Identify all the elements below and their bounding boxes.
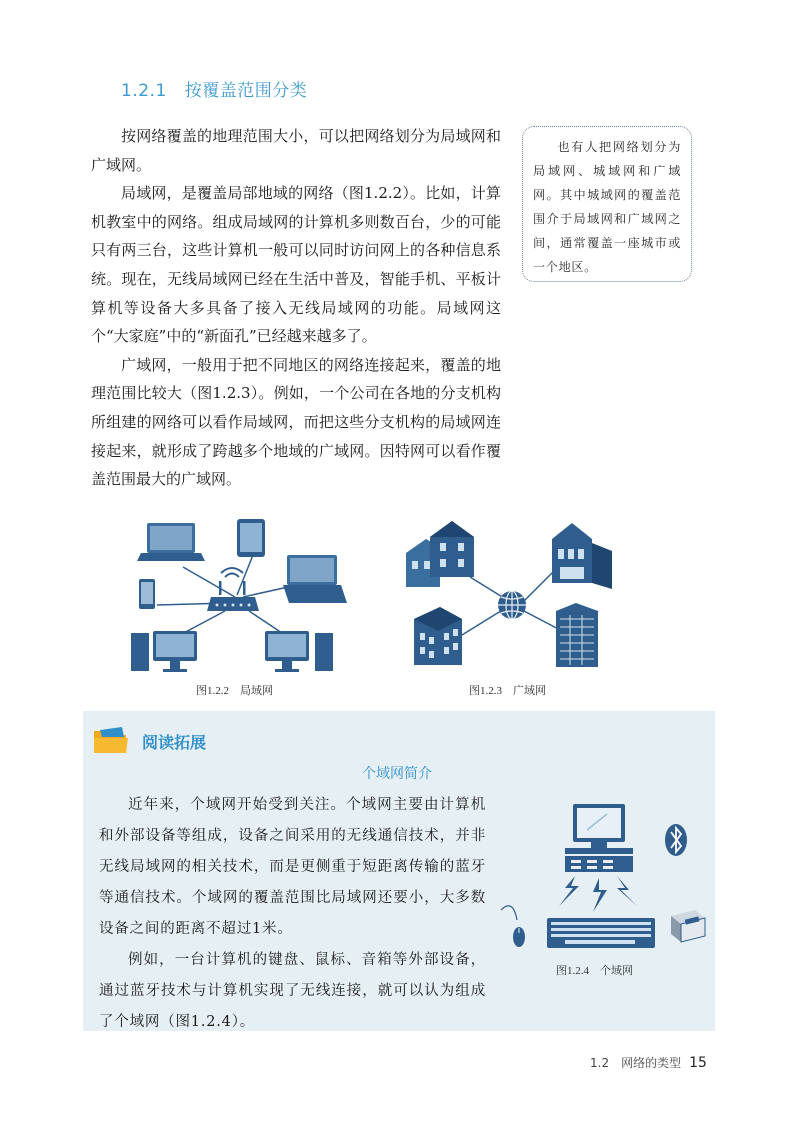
desktop-computer-icon xyxy=(131,631,197,672)
globe-icon xyxy=(498,591,526,619)
skyscraper-icon xyxy=(556,603,598,667)
keyboard-icon xyxy=(547,918,655,948)
phone-icon xyxy=(139,579,155,609)
wan-figure xyxy=(400,515,620,680)
reading-text xyxy=(99,790,486,1038)
monitor-icon xyxy=(565,804,633,854)
lan-caption: 图1.2.2 局域网 xyxy=(196,685,273,697)
body-text xyxy=(91,122,501,494)
side-note-text: 也有人把网络划分为局域网、城域网和广域网。其中城域网的覆盖范围介于局域网和广域网之间，通常覆盖一座城市或一个地区。 xyxy=(533,140,681,274)
office-building-icon xyxy=(552,523,612,589)
lan-figure xyxy=(125,515,365,680)
paragraph: 近年来，个域网开始受到关注。个域网主要由计算机和外部设备等组成，设备之间采用的无线通信技术，并非无线局域网的相关技术，而是更侧重于短距离传输的蓝牙等通信技术。个域网的覆盖范围比局域网还要小，大多数设备之间的距离不超过1米。 xyxy=(99,797,486,937)
reading-heading-label: 阅读拓展 xyxy=(142,732,207,752)
desktop-computer-icon xyxy=(265,631,333,672)
printer-icon xyxy=(671,910,705,942)
reading-subtitle: 个域网简介 xyxy=(362,766,432,782)
footer-section: 1.2 网络的类型 xyxy=(590,1056,682,1070)
wireless-signal-icon xyxy=(559,876,637,912)
paragraph: 局域网，是覆盖局部地域的网络（图1.2.2）。比如，计算机教室中的网络。组成局域网的计算机多则数百台，少的可能只有两三台，这些计算机一般可以同时访问网上的各种信息系统。现在，无线局域网已经在生活中普及，智能手机、平板计算机等设备大多具备了接入无线局域网的功能。局域网这个“大家庭”中的“新面孔”已经越来越多了。 xyxy=(91,184,501,346)
page-number: 15 xyxy=(689,1055,707,1071)
reading-heading xyxy=(92,727,206,755)
page-footer xyxy=(590,1054,707,1071)
paragraph: 例如，一台计算机的键盘、鼠标、音箱等外部设备，通过蓝牙技术与计算机实现了无线连接，就可以认为组成了个域网（图1.2.4）。 xyxy=(99,952,486,1030)
laptop-icon xyxy=(137,523,205,561)
laptop-icon xyxy=(283,555,347,603)
paragraph: 按网络覆盖的地理范围大小，可以把网络划分为局域网和广域网。 xyxy=(91,127,501,174)
tablet-icon xyxy=(237,519,265,557)
wan-caption: 图1.2.3 广域网 xyxy=(469,685,546,697)
bluetooth-icon xyxy=(665,824,687,856)
section-number: 1.2.1 xyxy=(121,81,167,101)
paragraph: 广域网，一般用于把不同地区的网络连接起来，覆盖的地理范围比较大（图1.2.3）。例如，一个公司在各地的分支机构所组建的网络可以看作局域网，而把这些分支机构的局域网连接起来，就形成了跨越多个地域的广域网。因特网可以看作覆盖范围最大的广域网。 xyxy=(91,355,501,489)
mouse-icon xyxy=(501,906,525,947)
pan-figure xyxy=(495,800,710,960)
section-title xyxy=(121,76,307,101)
computer-case-icon xyxy=(565,856,633,872)
folder-icon xyxy=(92,727,130,755)
side-note xyxy=(522,126,692,282)
section-title-text: 按覆盖范围分类 xyxy=(184,81,308,101)
pan-caption: 图1.2.4 个域网 xyxy=(556,965,633,977)
building-icon xyxy=(414,607,462,665)
wifi-router-icon xyxy=(207,568,259,611)
houses-icon xyxy=(406,521,474,587)
